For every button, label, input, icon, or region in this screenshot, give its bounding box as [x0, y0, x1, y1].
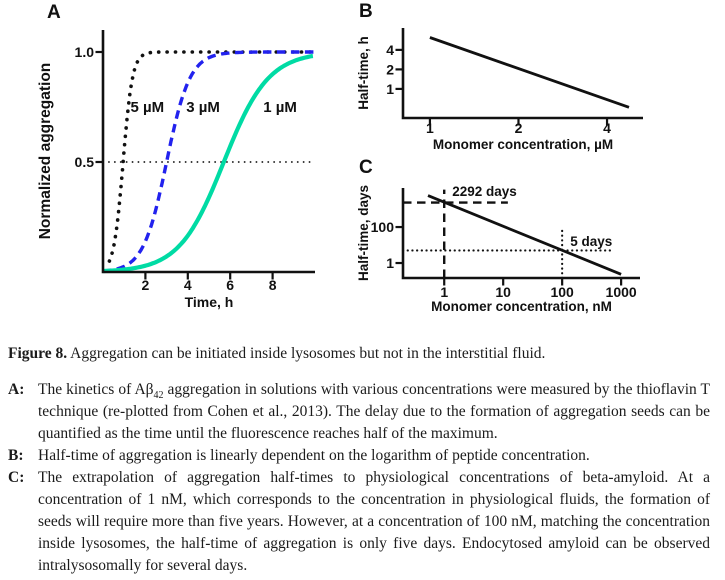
panel-c-plot: [356, 184, 640, 314]
panel-a-y-axis-label: Normalized aggregation: [37, 62, 54, 240]
y-tick-label: 100: [370, 219, 394, 236]
y-tick-label: 1: [386, 80, 394, 97]
caption-item-b-body: [38, 447, 590, 464]
panel-label-c: C: [359, 157, 373, 178]
x-tick-label: 2: [141, 277, 150, 293]
caption-item-a-body: [38, 381, 710, 442]
x-tick-label: 1000: [605, 284, 637, 300]
caption-item-a-label: A:: [8, 381, 25, 398]
panel-label-a: A: [47, 2, 61, 23]
x-tick-label: 6: [226, 277, 235, 293]
panel-a-curve-2: [103, 56, 313, 271]
y-tick-label: 2: [386, 61, 394, 78]
panel-c-annotation-1: 5 days: [570, 233, 613, 249]
panel-c-y-axis-label: Half-time, days: [356, 184, 371, 282]
y-tick-label: 1: [386, 255, 394, 272]
panel-b-curve-0: [430, 38, 629, 108]
caption-item-a-text: The kinetics of Aβ: [38, 381, 154, 398]
caption-item-c-label: C:: [8, 469, 25, 486]
panel-b-x-axis-label: Monomer concentration, µM: [432, 137, 614, 152]
x-tick-label: 100: [550, 284, 574, 300]
panel-a-series-label-1: 3 µM: [186, 99, 220, 116]
figure-title-text: Aggregation can be initiated inside lysosomes but not in the interstitial fluid.: [67, 345, 546, 362]
caption-item-a-subscript: 42: [153, 390, 164, 402]
x-tick-label: 1: [426, 120, 434, 136]
x-tick-label: 8: [268, 277, 277, 293]
caption-item-b-label: B:: [8, 447, 24, 464]
caption-item-c-body: [38, 469, 710, 574]
figure-caption: [8, 343, 710, 577]
panel-c-annotation-0: 2292 days: [452, 184, 517, 200]
x-tick-label: 4: [183, 277, 192, 293]
panel-b-y-axis-label: Half-time, h: [356, 36, 371, 110]
x-tick-label: 10: [495, 284, 511, 300]
y-tick-label: 0.5: [74, 154, 94, 170]
panel-label-b: B: [359, 1, 373, 22]
panel-a-x-axis-label: Time, h: [184, 294, 234, 310]
x-tick-label: 1: [440, 284, 449, 300]
panel-a-series-label-2: 1 µM: [263, 99, 297, 116]
x-tick-label: 4: [603, 120, 611, 136]
caption-item-a: [8, 379, 710, 445]
caption-title-line: [8, 343, 710, 365]
y-tick-label: 4: [386, 41, 394, 58]
panel-c-x-axis-label: Monomer concentration, nM: [431, 299, 612, 314]
panel-a-curve-0: [109, 52, 315, 261]
x-tick-label: 2: [514, 120, 523, 136]
caption-item-a-text-cont: aggregation in solutions with various concentrations were measured by the thioflavin T technique (re-plotted from Cohen et al., 2013). The delay due to the formation of aggregation seeds can be quantified as the time until the fluorescence reaches half of the maximum.: [38, 381, 710, 442]
figure-number: Figure 8.: [8, 345, 68, 362]
panel-a-series-label-0: 5 µM: [130, 99, 165, 116]
y-tick-label: 1.0: [74, 44, 94, 60]
panel-b-plot: [356, 28, 643, 152]
caption-item-b-text: Half-time of aggregation is linearly dependent on the logarithm of peptide concentration.: [38, 447, 590, 464]
caption-item-c-text: The extrapolation of aggregation half-times to physiological concentrations of beta-amyloid. At a concentration of 1 nM, which corresponds to the concentration in physiological fluids, the formation of seeds will require more than five years. However, at a concentration of 100 nM, matching the concentration inside lysosomes, the half-time of aggregation is only five days. Endocytosed amyloid can be observed intralysosomally for several days.: [38, 469, 710, 574]
panel-a-plot: [37, 30, 315, 310]
caption-item-b: [8, 445, 710, 467]
caption-item-c: [8, 467, 710, 577]
